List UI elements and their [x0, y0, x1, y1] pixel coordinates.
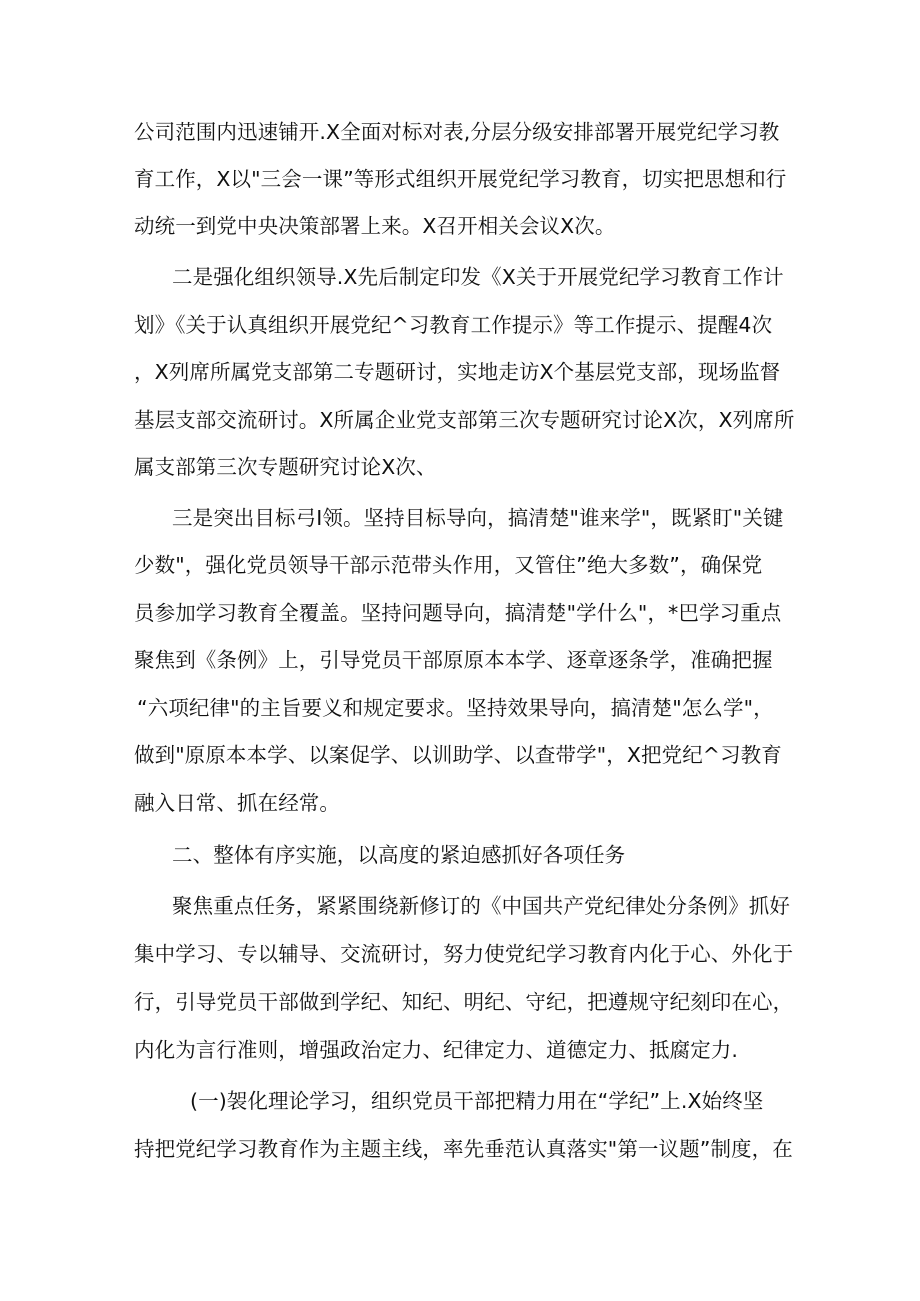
text-line: 公司范围内迅速铺开.X全面对标对表,分层分级安排部署开展党纪学习教 — [134, 120, 780, 144]
subsection-heading-line: (一)袈化理论学习，组织党员干部把精力用在“学纪”上.X始终坚 — [190, 1089, 764, 1113]
text-line: 动统一到党中央决策部署上来。X召开相关会议X次。 — [134, 214, 616, 238]
section-heading: 二、整体有序实施，以高度的紧迫感抓好各项任务 — [172, 843, 626, 867]
text-line: 聚焦到《条例》上，引导党员干部原原本本学、逐章逐条学，准确把握 — [134, 648, 773, 672]
text-line: 内化为言行准则，增强政治定力、纪律定力、道德定力、抵腐定力. — [134, 1038, 739, 1062]
text-line: 划》《关于认真组织开展党纪^习教育工作提示》等工作提示、提醒4次 — [134, 313, 773, 337]
text-line: 集中学习、专以辅导、交流研讨，努力使党纪学习教育内化于心、外化于 — [134, 942, 794, 966]
text-line: 育工作，X以"三会一课”等形式组织开展党纪学习教育，切实把思想和行 — [134, 167, 787, 191]
text-line: 属支部第三次专题研究讨论X次、 — [134, 455, 437, 479]
text-line: 持把党纪学习教育作为主题主线，率先垂范认真落实"第一议题”制度，在 — [134, 1137, 793, 1161]
text-line: 员参加学习教育全覆盖。坚持问题导向，搞清楚"学什么"，*巴学习重点 — [134, 601, 782, 625]
text-line: 行，引导党员干部做到学纪、知纪、明纪、守纪，把遵规守纪刻印在心， — [134, 990, 794, 1014]
paragraph-start-line: 聚焦重点任务，紧紧围绕新修订的《中国共产党纪律处分条例》抓好 — [172, 894, 790, 918]
text-line: ，X列席所属党支部第二专题研讨，实地走访X个基层党支部，现场监督 — [134, 360, 781, 384]
text-line: “六项纪律"的主旨要义和规定要求。坚持效果导向，搞清楚"怎么学"， — [137, 696, 774, 720]
text-line: 融入日常、抓在经常。 — [134, 791, 340, 815]
paragraph-start-line: 二是强化组织领导.X先后制定印发《X关于开展党纪学习教育工作计 — [172, 265, 784, 289]
text-line: 少数"，强化党员领导干部示范带头作用，又管住”绝大多数”，确保党 — [134, 553, 763, 577]
text-line: 基层支部交流研讨。X所属企业党支部第三次专题研究讨论X次，X列席所 — [134, 408, 795, 432]
paragraph-start-line: 三是突出目标弓I领。坚持目标导向，搞清楚"谁来学"，既紧盯"关键 — [172, 506, 784, 530]
text-line: 做到"原原本本学、以案促学、以训助学、以查带学"，X把党纪^习教育 — [134, 743, 782, 767]
